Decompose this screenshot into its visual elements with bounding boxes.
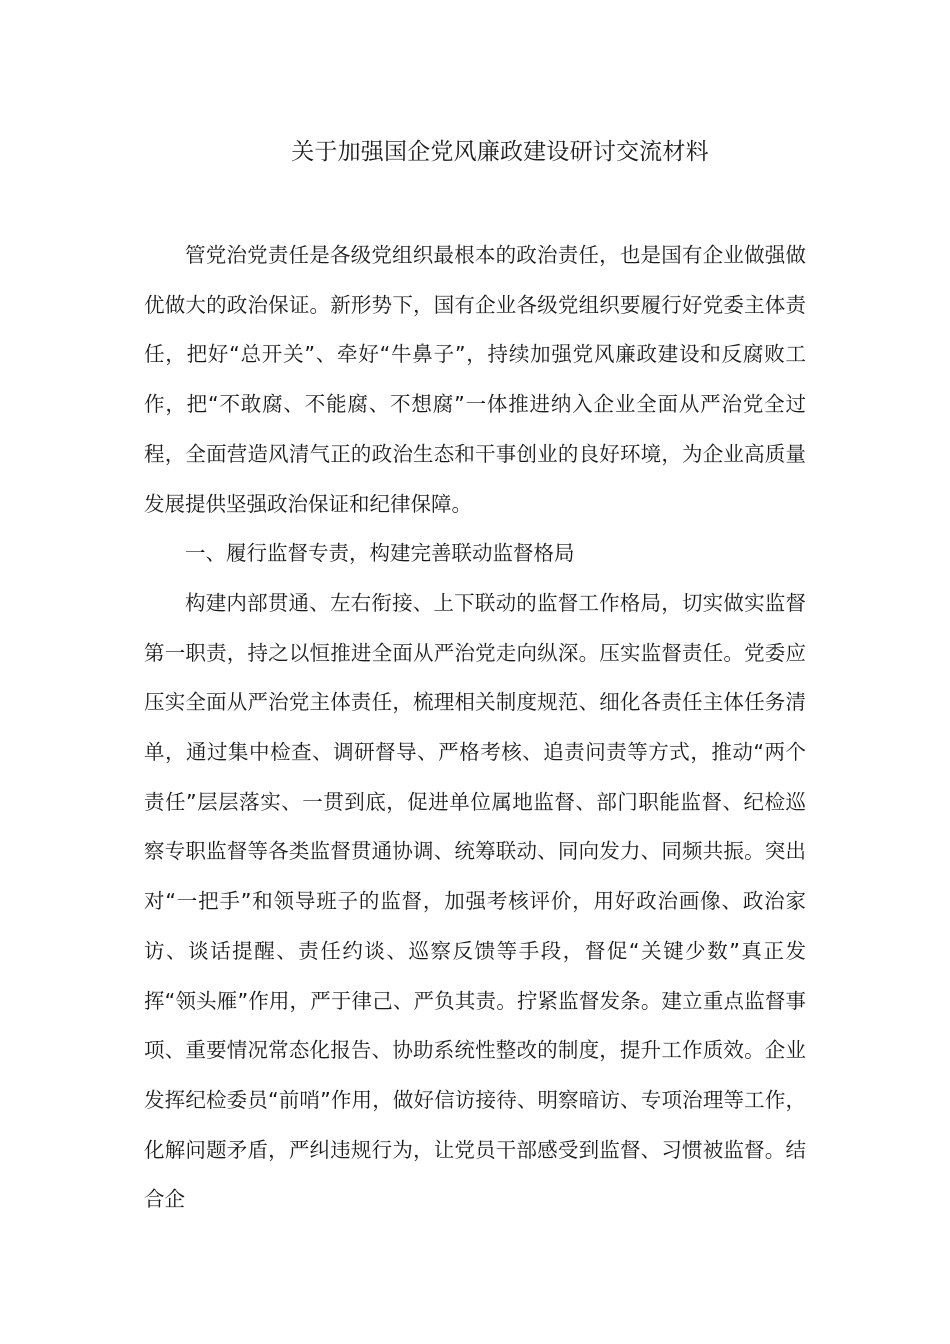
section-1-paragraph: 构建内部贯通、左右衔接、上下联动的监督工作格局，切实做实监督第一职责，持之以恒推进全面从严治党走向纵深。压实监督责任。党委应压实全面从严治党主体责任，梳理相关制度规范、细化各责任主体任务清单，通过集中检查、调研督导、严格考核、追责问责等方式，推动“两个责任”层层落实、一贯到底，促进单位属地监督、部门职能监督、纪检巡察专职监督等各类监督贯通协调、统筹联动、同向发力、同频共振。突出对“一把手”和领导班子的监督，加强考核评价，用好政治画像、政治家访、谈话提醒、责任约谈、巡察反馈等手段，督促“关键少数”真正发挥“领头雁”作用，严于律己、严负其责。拧紧监督发条。建立重点监督事项、重要情况常态化报告、协助系统性整改的制度，提升工作质效。企业发挥纪检委员“前哨”作用，做好信访接待、明察暗访、专项治理等工作，化解问题矛盾，严纠违规行为，让党员干部感受到监督、习惯被监督。结合企 — [144, 590, 806, 1212]
section-heading-1: 一、履行监督专责，构建完善联动监督格局 — [185, 541, 575, 566]
document-title: 关于加强国企党风廉政建设研讨交流材料 — [291, 139, 709, 165]
document-body — [144, 231, 806, 1225]
intro-paragraph: 管党治党责任是各级党组织最根本的政治责任，也是国有企业做强做优做大的政治保证。新形势下，国有企业各级党组织要履行好党委主体责任，把好“总开关”、牵好“牛鼻子”，持续加强党风廉政建设和反腐败工作，把“不敢腐、不能腐、不想腐”一体推进纳入企业全面从严治党全过程，全面营造风清气正的政治生态和干事创业的良好环境，为企业高质量发展提供坚强政治保证和纪律保障。 — [144, 243, 806, 516]
